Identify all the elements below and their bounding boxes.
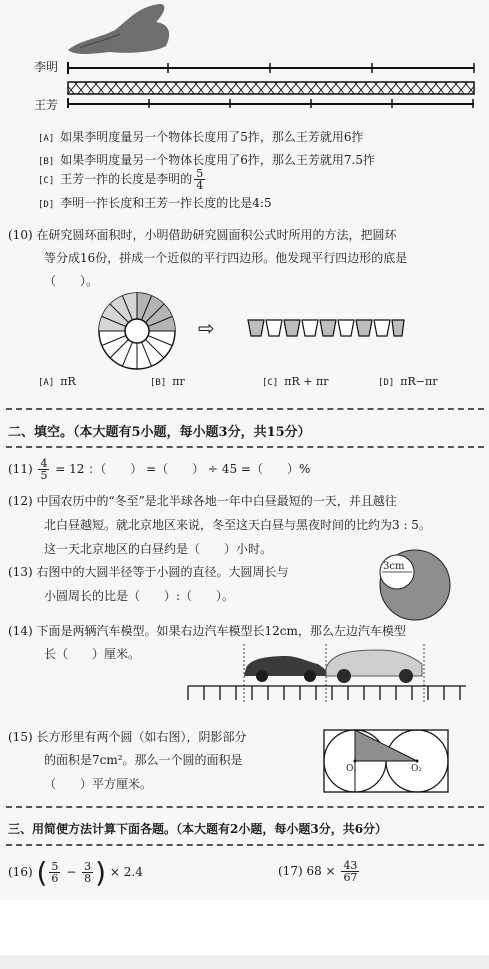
q12-line2: 北白昼越短。就北京地区来说，冬至这天白昼与黑夜时间的比约为3 : 5。 — [44, 518, 431, 532]
label-li-ming: 李明 — [34, 60, 59, 74]
fraction: $\frac{5}{4}$ — [196, 167, 204, 192]
q10-line2: 等分成16份，拼成一个近似的平行四边形。他发现平行四边形的底是 — [44, 251, 408, 265]
fraction: $\frac{3}{8}$ — [84, 860, 92, 885]
fraction: $\frac{5}{6}$ — [51, 860, 59, 885]
q10-option-a[interactable]: [A] πR — [38, 375, 76, 388]
right-arrow-icon: ⇨ — [198, 316, 215, 340]
annulus-sectors-figure — [96, 290, 178, 372]
parallelogram-strip — [246, 318, 406, 338]
left-paren: ( — [36, 856, 48, 889]
length-diagram — [66, 60, 478, 108]
section2-title: 二、填空。（本大题有5小题，每小题3分，共15分） — [8, 425, 311, 440]
hand-image — [60, 0, 190, 58]
rectangle-two-circles-figure — [322, 728, 450, 794]
q14-line1: (14) 下面是两辆汽车模型。如果右边汽车模型长12cm，那么左边汽车模型 — [8, 624, 406, 638]
right-paren: ) — [95, 856, 107, 889]
q13-line1: (13) 右图中的大圆半径等于小圆的直径。大圆周长与 — [8, 565, 289, 579]
q12-line1: (12) 中国农历中的“冬至”是北半球各地一年中白昼最短的一天，并且越往 — [8, 494, 397, 508]
q12-line3: 这一天北京地区的白昼约是（ ）小时。 — [44, 542, 273, 556]
q17-expression: (17) 68 × $\frac{43}{67}$ — [278, 859, 358, 884]
q9-option-c[interactable]: [C] 王芳一拃的长度是李明的 $\frac{5}{4}$ — [38, 167, 204, 192]
section-divider — [6, 446, 484, 448]
label-o1: O₁ — [346, 764, 357, 774]
q15-line1: (15) 长方形里有两个圆（如右图），阴影部分 — [8, 730, 247, 744]
q9-option-a[interactable]: [A] 如果李明度量另一个物体长度用了5拃，那么王芳就用6拃 — [38, 130, 364, 144]
q10-option-b[interactable]: [B] πr — [150, 375, 185, 388]
section-divider — [6, 408, 484, 410]
q16-expression: (16) ( $\frac{5}{6}$ − $\frac{3}{8}$ ) × 2.4 — [8, 856, 143, 889]
car-models-ruler-figure — [186, 634, 468, 716]
bottom-band — [0, 955, 489, 969]
label-wang-fang: 王芳 — [34, 98, 59, 112]
q10-option-c[interactable]: [C] πR + πr — [262, 375, 329, 388]
q10-line1: (10) 在研究圆环面积时，小明借助研究圆面积公式时所用的方法，把圆环 — [8, 228, 397, 242]
circles-figure — [378, 548, 452, 622]
circle-size-label: 3cm — [383, 561, 405, 572]
fraction: $\frac{43}{67}$ — [343, 859, 358, 884]
q9-option-d[interactable]: [D] 李明一拃长度和王芳一拃长度的比是4:5 — [38, 196, 272, 210]
q13-line2: 小圆周长的比是（ ）:（ ）。 — [44, 589, 235, 603]
q15-line2: 的面积是7cm²。那么一个圆的面积是 — [44, 753, 243, 767]
q9-option-b[interactable]: [B] 如果李明度量另一个物体长度用了6拃，那么王芳就用7.5拃 — [38, 153, 375, 167]
section-divider — [6, 806, 484, 808]
q15-line3: （ ）平方厘米。 — [44, 777, 153, 791]
q11-line: (11) $\frac{4}{5}$ = 12 ：（ ） =（ ） ÷ 45 =（ ）% — [8, 457, 311, 482]
q10-option-d[interactable]: [D] πR−πr — [378, 375, 438, 388]
fraction: $\frac{4}{5}$ — [40, 457, 48, 482]
section3-title: 三、用简便方法计算下面各题。（本大题有2小题，每小题3分，共6分） — [8, 822, 388, 836]
label-o2: O₂ — [411, 764, 422, 774]
q10-line3: （ ）。 — [44, 274, 99, 288]
section-divider — [6, 844, 484, 846]
q14-line2: 长（ ）厘米。 — [44, 647, 141, 661]
